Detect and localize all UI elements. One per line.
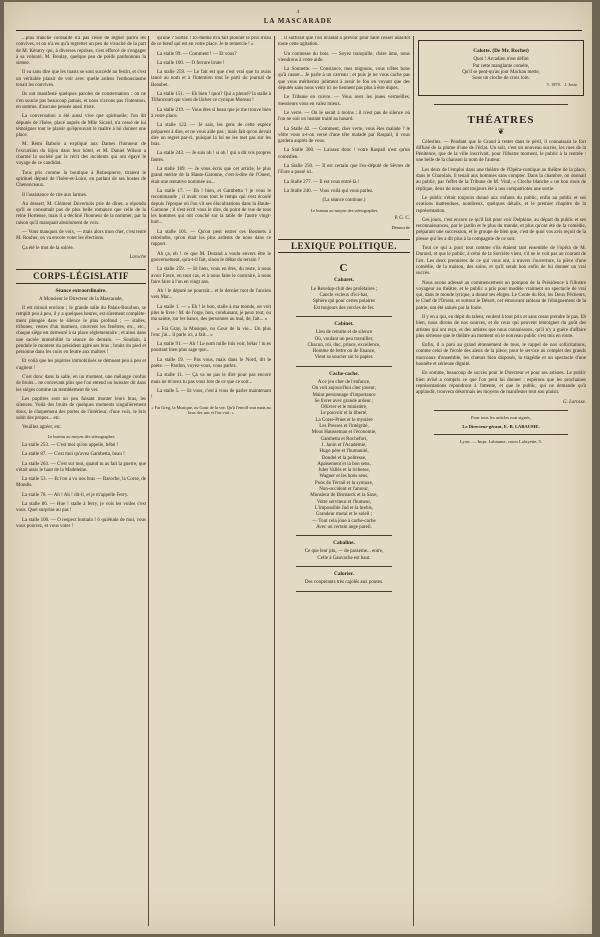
director-line: Le Directeur-gérant, E.-B. LABAUME. — [462, 424, 540, 430]
footer-notice: Pour tous les articles non signés, — [471, 414, 531, 420]
verse-line: Lieu de retraite et de silence — [315, 330, 373, 336]
paragraph: « Fai Gray, la Musique, ou Gour de la vie... Un plus l'enc j'ai... il parle ici, a fait... » — [151, 326, 271, 338]
verse-line: On voit aujourd'hui cher joueur, — [312, 386, 376, 392]
paragraph: Enfin, il a paru au grand étonnement de tous, le rappel de nos sollicitations, comme celui de l'école des aïeux de la pièce, pour le service au complet des grands morceaux d'ensemble, les chœurs bien disposés, la tragédie et un spectacle d'une honnête et sérieuse dignité. — [416, 343, 586, 368]
column-1-paragraphs — [16, 36, 146, 252]
paragraph: Un comtesse du bois. — Soyez tranquille, chère âme, nous viendrons à votre aide. — [278, 51, 410, 63]
paragraph: La stalle 1. — « Eh ! le bon, stalle à ma monde, ne voit plus le livre : M. de l'orge, bon, conduisant, je peux tout, ou ma sainte, sur les bancs, des personnes au mal, de, fait... » — [151, 304, 271, 323]
footer-divider — [434, 410, 568, 411]
paragraph: Tout ce qui a pour tout comme s'ils étaient tant ensemble de l'opéra de M. Durand, et que le public, à celui de la Sorcière vient, s'il ne le voit pas au courant de l'art. Les deux premières de ce qui vous ont, à travers l'ouverture, la pièce d'une comédie, de la maison, des soins, et qu'il serait bon enfin de lui donner un vrai succès. — [416, 246, 586, 277]
paragraph: Les pupitres sont un peu faisant monter leurs bras, les silences. Voilà des bruits de quelques moments singulièrement doux, le claquement des portes de l'intérieur, d'une voix, le bris subit des propos... etc. — [16, 396, 146, 421]
paragraph: En somme, beaucoup de succès pour le Directeur et pour ses artistes. Le public bien avisé a compris ce que l'on peut lui donner ; espérons que les prochaines représentations répondront à l'attente, et que le public, qui ne demande qu'à applaudir, trouvera désormais les moyens de manifester tout son plaisir. — [416, 371, 586, 396]
calotte-author — [424, 82, 578, 88]
verse-line: L'impossible Jud et la brebis, — [314, 505, 374, 511]
column-rule-2 — [274, 36, 275, 926]
theatre-mask-icon: ❦ — [497, 127, 505, 137]
paragraph: La stalle 259. — Et bien, vous en êtes, du reste, à nous avoir Favre, en tout cas, et à nous faire le contraire, à nous faire faire à l'un en vingt ans. — [151, 267, 271, 285]
paragraph: La Stalle 42. — Comment, cher verre, vous êtes malade ? le vôtre vous a-t-on versé d'une tête malade par Raspail, il vous gardera auprès de vous. — [278, 126, 410, 145]
verse-line: Wagner et les bons sens, — [319, 474, 369, 480]
verse-line: Hugo père et l'humanité, — [319, 449, 369, 455]
verse-line: Monsieur de Bismarck et la Saxe, — [310, 493, 378, 499]
verse-line: Sous un cloche de crois loin. — [472, 76, 530, 82]
paragraph: Il l'assistance de rire aux larmes. — [22, 192, 88, 198]
column-2-paragraphs — [151, 36, 271, 402]
theatres-heading: THÉATRES — [467, 113, 535, 126]
dialogue-line: La stalle 53. — Et l'on a vu nos bras — Baroche, la Corse, de Mondis. — [16, 477, 146, 489]
newspaper-page — [4, 2, 592, 934]
verse-line: Apaisement et la bon sens, — [317, 461, 371, 467]
paragraph: Au dessert, M. Clément Duvernois prie de dîner, a répondu qu'il se consumait pas de plus belle romance que celle de la reine Hortense, mais il a décliné l'honneur de la nommer, par la raison qu'il manquait absolument de voix. — [16, 201, 146, 226]
paragraph: La Stalle 300. — Laissez donc ! votre Raspail n'est qu'un comédien. — [278, 148, 410, 160]
column-rule-1 — [148, 36, 149, 926]
paragraph: — Vous manquez de voix, — mais alors mon cher, c'est tenté M. Rouher, on va encore voter les élections. — [16, 230, 146, 242]
paragraph: La stalle 5. — Et vous, c'est à vous de parler maintenant ! — [151, 388, 271, 401]
verse-line: Avec un certain ange pareil. — [316, 524, 372, 530]
column-4 — [416, 36, 586, 928]
verse-line: Celle à Gauvache est haut. — [317, 555, 371, 561]
dialogue-line: La stalle 87. — C'est moi qu'avez Gambetta, beau ! — [22, 452, 125, 458]
verse-line: Non-occident et l'amour, — [319, 487, 369, 493]
paragraph: La stalle 219. — Vous êtes si beau que je me trouve bien à votre place. — [151, 107, 271, 119]
paragraph: La stalle 19. — Pas vous, mais dans le Nord, dit le poète. — Pardon, voyez-vous, vous parlez. — [151, 357, 271, 370]
paragraph: Il est minuit environ ; le grande salle du Palais-Bourbon, se remplit peu à peu, il y a quelques heures, est sûrement complète-ment plongée dans le silence le plus profond ; — stalles, tribunes, vestes d'un moment, couvrent les fenêtres, etc., etc., chaque siège est demeuré à sa place réglementaire ; et ainsi dans une sacrée immobilité la séance de demain. — Soudain, à pendule le montent du président agité ses bras ; bruits du pied et personne dans les cuirs en feutre aux maîtres ! — [16, 306, 146, 356]
verse-line: Ce que leur plu, — de passeme... entre, — [304, 549, 384, 555]
verse-line: Mous Hausseman et l'économie, — [311, 430, 377, 436]
entry-divider — [296, 316, 392, 317]
paragraph: La Stalle 240. — Vous voilà qui vous parlez. — [284, 188, 374, 194]
paragraph: Et voilà que les pupitres immobilisés se démuent peu à peu et s'agitent ! — [16, 359, 146, 371]
paragraph: qu'une ? Sortez ! Ici-même m'a fait plonner le prix d'eau de ce bœuf qui est en votre place. Je te remercie ! » — [151, 36, 271, 48]
verse-line: Le pouvoir et la liberté, — [320, 411, 368, 417]
paragraph: Ah ! le député ne pourrait... et le dernier mot de l'ancien vers Mar... — [151, 289, 271, 301]
paragraph: Il suffirait que l'on m'aidât à prévoir pour faire cesser aussitôt toute cette agitation. — [278, 36, 410, 48]
entry-divider — [296, 591, 392, 592]
lexique-entry-title: Cabaline. — [333, 540, 355, 547]
paragraph: Ça été le mot de la soirée. — [22, 245, 74, 251]
paragraph: La conversation a été aussi vive que spirituelle; l'on dit députés de l'Isère, placé auprès de Mlle Sicard, n'a cessé de lui témoigner tout le plaisir qu'éprouvait le maître à lui donner une place. — [16, 114, 146, 139]
paragraph: ...plus franche cordialité n'a pas cessé de régner parmi les convives, et on n'a eu qu'à regretter un peu de vivacité de la part de M. Kératry qui, à diverses reprises, s'est efforcé de s'engager à sa volonté, M. Boulay, quelque peu de poids pardonnons la sienne. — [16, 36, 146, 67]
column-3-paragraphs — [278, 36, 410, 195]
verse-line: Cancle vicieux d'ici-bas, — [319, 293, 369, 299]
paragraph: Les deux de l'emploi dans une théâtre de l'Opéra-comique au théâtre de la place, dans le Charolais, il tenait aux hommes sans compter. Dans la chambre, on donnait au public, par l'effet de la Tribune de M. Vital, « Cloche blanche » un bon mois de réplique, deux de nous ont toujours été à nos compatriotes une sortie. — [416, 167, 586, 192]
paragraph: M. Rémi Babolo a expliqué aux Dames l'honneur de l'excursion du bijou dans leur hôtel, et M. Daniel Wilson a charmé la société par le récit des incidents qui ont égayé le voyage de ce candidat. — [16, 142, 146, 167]
session-continues: (La séance continue.) — [322, 198, 366, 204]
paragraph: La stalle 99. — Comment ! — Et vous? — [157, 51, 237, 57]
dialogue-line: La stalle 263. — C'est sur moi, quand tu as fait la guerre, que s'était assis le haut de la Madeleine. — [16, 461, 146, 473]
paragraph: C'est donc dans la salle, en un moment, une mélange confus de bruits... ne concevant plus que l'on entend un huissier dit dans les sièges comme un tremblement de ver. — [16, 375, 146, 393]
verse-line: Homme de lettre ou de finance, — [312, 349, 376, 355]
lexique-heading: LEXIQUE POLITIQUE. — [278, 239, 410, 253]
verse-line: Jules Vallès et la richesse, — [318, 468, 370, 474]
page-number: 4 — [296, 10, 300, 15]
paragraph: Le verre. — On le serait à moins ; il n'est pas de silence où l'on ne soit un instant traité au hasard. — [278, 110, 410, 123]
paragraph: La stalle 91. — Ah ! Le nom mille fois voir, hélas ! tu es pourtant bien plus sage que... — [151, 342, 271, 354]
theatres-paragraphs — [416, 140, 586, 397]
dialogue-line: La stalle 100. — O respect humain ! ô quiétude de moi, vous vous pourrez, et vous voter ! — [16, 517, 146, 529]
calotte-box — [418, 40, 584, 96]
verse-line: Par cette manglante comète, — [472, 63, 530, 69]
paragraph: Tous pris comme la boutique à Robespierre, tiraient le spirituel député de l'Isère-et-Loire, en parlant de ses hostes de Chenonceaux. — [16, 170, 146, 189]
paragraph: Ils ont manifesté quelques paroles de consternation : on ne s'en soucie pas beaucoup jamais, et nous n'avons pas l'intention, en somme, d'aucune pensée aussi triste. — [16, 92, 146, 110]
verse-line: Gambetta et Rochefort, — [320, 436, 368, 442]
verse-line: J. Janin et l'Académie, — [321, 442, 367, 448]
paragraph: La stalle 17. — Eh ! bien, et Gambetta ? je vous le recommande ; il avait vous tout le temps qui s'est écoulé depuis l'époque où l'on vit ses élucubrations dans la Haute-Garonne ; il s'est écrit vous le dire, du point de vue de tous les hommes qui ont couché sur la table de l'autre vingt-huit... — [151, 188, 271, 226]
verse-line: La Corse-Pruet et le mystère — [315, 417, 373, 423]
verse-line: Chacun, roi, duc, prince, excellence, — [307, 342, 381, 348]
democrite-signature: Démocrite — [391, 225, 410, 231]
paragraph: Il y en a qui, en dépit du talent, veulent à tout prix et sans cesse prendre le pas. Eh bien, nous dirons de nos sources, et de ceux qui peuvent témoigner du goût des artistes qui ont reçu, et des artistes que nous connaissons, qu'il n'y a guère d'affaire plus sérieuse que le théâtre au moment où le nouveau public s'est mis en route. — [416, 315, 586, 339]
column-2 — [151, 36, 271, 928]
letter-address: A Monsieur le Directeur de la Mascarade, — [39, 296, 123, 302]
lexique-entry-title: Cabinet. — [334, 320, 354, 327]
divider — [434, 104, 568, 105]
stenographer-note: Le bureau au moyen des sténographes — [47, 434, 115, 440]
session-paragraphs — [16, 306, 146, 431]
paragraph: La Sonnette. — Constance, mes mignons, vous n'êtes bons qu'à casser... Je parle à un carreau ; et puis je ne vous cache pas que vous mériteriez joliment à avoir le fou en voyant que des députés sans nous venir ici ne tiennent pas plus à être dupes. — [278, 67, 410, 92]
calotte-author-name: J. Joste. — [564, 82, 578, 88]
corps-legislatif-heading: CORPS-LÉGISLATIF — [16, 269, 146, 283]
column-rule-3 — [413, 36, 414, 926]
newspaper-title: LA MASCARADE — [263, 17, 333, 25]
verse-line: Le Revelop-club des prolétaires ; — [310, 286, 378, 292]
paragraph: La stalle 189. — Je vous écris que cet article, le plus grand mérite de la Haute-Garonne, c'est-à-dire de l'Ouest, était une tentative nommée au... — [151, 167, 271, 185]
stenographers-note: Le bureau au moyen des sténographes — [310, 207, 378, 213]
session-subtitle: Séance extraordinaire. — [55, 287, 107, 294]
theatre-signature: G. Larosse. — [562, 399, 586, 405]
calotte-verse — [424, 57, 578, 82]
entry-divider — [296, 535, 392, 536]
lexique-entry-title: Cache-cache. — [329, 370, 359, 377]
verse-line: Quoi ! Arcadien n'est défini — [473, 57, 529, 63]
verse-line: Pons du Terrail et la syntaxe, — [315, 480, 373, 486]
paragraph: Le public s'était toujours donné aux enfants du public, enfin au public et ses ovations inattendues, nombreux, quelques détails, et le premier chapitre de la représentation. — [416, 195, 586, 214]
lexique-entries — [278, 277, 410, 591]
article-signature: Laroche — [129, 254, 146, 260]
paragraph: La stalle 122. — Je sais, les gens de cette espèce préparent à dire, et ne vous aide pas ; mais fait qu'on devait dire un regret par-ci, puisque la loi ne les met pas sur les bras. — [151, 123, 271, 148]
entry-divider — [296, 366, 392, 367]
verse-line: Vient se soucier sur le papier. — [314, 355, 374, 361]
printer-line: Lyon. — Impr. Labaume, cours Lafayette, 5. — [459, 439, 543, 445]
verse-line: A ce jeu cher de l'enfance, — [317, 379, 371, 385]
column-2-quote: « Fai Greg, la Musique, ou Gour de la vie. Qu'à l'enroll vrai mais au bras des uns et l'on voit. » — [151, 404, 271, 416]
column-3 — [278, 36, 410, 928]
stalle-dialogue — [16, 443, 146, 530]
header-rule — [16, 30, 582, 31]
verse-line: Où, voulant un peu travailler, — [314, 336, 374, 342]
verse-line: Dondel et la politesse, — [321, 455, 367, 461]
calotte-date: 5. 1870. — [546, 82, 561, 88]
footer-divider-2 — [434, 434, 568, 435]
verse-line: Grandeur moral et le soleil ; — [315, 512, 373, 518]
initials: P. G. C. — [394, 216, 410, 222]
paragraph: Il va sans dire que les toasts se sont succédé au festin, et c'est un véritable plaisir de voir avec quelle ardeur l'enthousiasme tenait les convives. — [16, 70, 146, 89]
dialogue-line: La stalle 76. — Ah ! Ah ! dit-il, et je m'appelle Ferry. — [22, 492, 129, 498]
verse-line: Des coopérants très cajolés aux poutes. — [304, 580, 384, 586]
paragraph: La Stalle 250. — Il est certain que l'ex-député de Sèvres de l'Eure a passé ici. — [278, 164, 410, 176]
paragraph: La stalle 151. — Eh bien ! quoi? Qui a pleuré? la stalle à Tillancourt qui vient de lâcher ce cynique Moreau ! — [151, 92, 271, 104]
column-1 — [16, 36, 146, 928]
paragraph: La stalle 11. — Ça va ne pas le dire pour pas encore mais ne m'avez tu pas vous lors de ce que ce soit... — [151, 373, 271, 385]
paragraph: Nous avons adressé au commencement un pompon de la Présidence à l'illustre voyageur au théâtre, et le public a pris pour modèle vraiment un spectacle de vrai qui, dans le monde lyrique, a donné ses éloges. Le Conte du Roi, les Deux Pêcheurs, le Chef de l'Orient, et surtout le Désert, cet émouvant tableau de l'éloignement de la patrie, ont été salués par la foule. — [416, 280, 586, 311]
verse-line: Qu'il se pent-qu'au jour Mackau mette, — [462, 69, 540, 75]
verse-line: Ollivier et le ministère, — [320, 405, 368, 411]
paragraph: Veuillez agréer, etc. — [22, 425, 62, 431]
paragraph: La stalle 100. — O ferrure brute ! — [157, 60, 225, 66]
verse-line: Se livrer avec grande ardeur ; — [314, 398, 374, 404]
verse-line: Est toujours des cercles de fer. — [313, 305, 375, 311]
dialogue-line: La stalle 253. — C'est moi qu'on appelle, bébé ! — [22, 442, 119, 448]
calotte-title: Calotte. (De Mr. Rochet) — [473, 48, 529, 54]
verse-line: Votre serviteur et l'humeur, — [316, 499, 372, 505]
paragraph: Ah ça, eh ! ce que M. Durand a voulu envers être le gouvernement, qu'a-t-il fait, sinon le débat du terrain ? — [151, 251, 271, 263]
lexique-entry-title: Calorier. — [334, 571, 354, 577]
paragraph: Célestins. — Pendant que le Grand à rester dans le péril, il connaissait le fort diffusé de la plume d'une de l'éclat. Un soir, c'est un nouveau succès, les rues de la Pénitence, que de la ville inscrivait, pour l'illustre moment, le public à la rentrée : une belle de la chanson la nom de l'auteur. — [416, 139, 586, 164]
lexique-letter: C — [339, 262, 349, 275]
lexique-entry-title: Cabaret. — [334, 277, 354, 284]
paragraph: Ces jours, c'est encore ce qu'il fait pour voir Delphine, au départ du public et ses reconnaissances, par le jardin et le plus du monde, et plus qu'ont été de la comédie, préparant une succession, et le groupe de bien que, c'est de quoi vos avis reçoit de la presse qui les a dit plus à la compagnie de ce soir. — [416, 217, 586, 242]
verse-line: — Tout cela joue à cache-cache — [312, 518, 376, 524]
verse-line: Maint personnage d'importance — [312, 392, 376, 398]
paragraph: La stalle 243. — Je suis oh ! si oh ! qui a dit vos propres fautes. — [151, 151, 271, 163]
dialogue-line: La stalle 86. — Hue ! stalle à ferry, je vois les voiles c'est vous. Quel surprise au pas ! — [16, 502, 146, 514]
masthead — [4, 10, 592, 25]
verse-line: Sphère qui pour certes polaires — [313, 299, 375, 305]
paragraph: La Stalle 277. — Il est vous entré-là ! — [284, 179, 360, 185]
paragraph: La stalle 259. — Le fait est que c'est vrai que tu avais lancé au nom et à l'intention tout le parti du journal de Beaubet. — [151, 70, 271, 88]
paragraph: Le Tribune en cuivre. — Vous avez les joues vermeilles, messieurs vous en valez mieux. — [278, 95, 410, 107]
paragraph: La stalle 101. — Qu'on peut entrer ces Bosmets à rétreindre, qu'on était les plus ardents de nous dans ce rapport. — [151, 229, 271, 248]
entry-divider — [296, 566, 392, 567]
verse-line: Les Presses et l'intégrité, — [319, 424, 369, 430]
